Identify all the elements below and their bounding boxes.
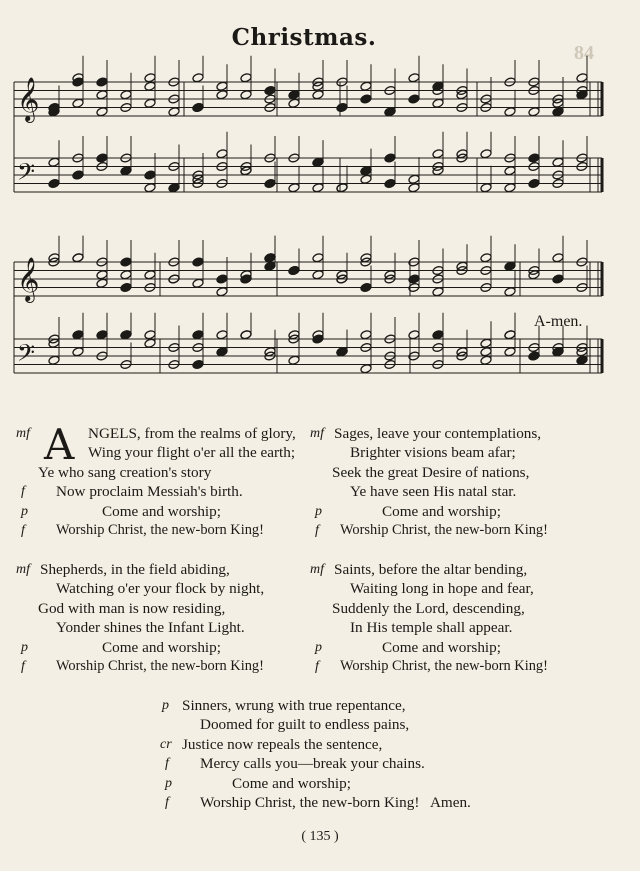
note-head (72, 98, 84, 108)
note-head (360, 282, 372, 292)
verse-text: Shepherds, in the field abiding, (40, 561, 230, 578)
verse-text: Come and worship; (102, 502, 221, 520)
note-head (96, 330, 108, 340)
note-head (528, 107, 540, 117)
note-head (216, 90, 228, 100)
bass-clef-icon: 𝄢 (17, 158, 36, 191)
note-head (192, 257, 204, 267)
dynamic-mark: p (315, 639, 322, 655)
note-head (432, 330, 444, 340)
note-head (312, 270, 324, 280)
note-head (336, 102, 348, 112)
verse-line (16, 618, 316, 637)
note-head (144, 183, 156, 193)
note-head (48, 355, 60, 365)
dynamic-mark: mf (310, 426, 324, 441)
verse-text: Mercy calls you—break your chains. (200, 755, 425, 773)
verse-text: Come and worship; (382, 638, 501, 656)
verse-line (162, 754, 562, 773)
verse-2 (310, 424, 630, 540)
verse-text: In His temple shall appear. (350, 619, 513, 637)
dynamic-mark: p (21, 639, 28, 655)
note-head (576, 73, 588, 83)
music-score (0, 0, 640, 420)
note-head (168, 107, 180, 117)
note-head (120, 257, 132, 267)
note-head (240, 90, 252, 100)
note-head (360, 364, 372, 374)
note-head (552, 157, 564, 167)
note-head (96, 107, 108, 117)
note-head (192, 330, 204, 340)
verse-line (310, 657, 630, 676)
verse-text: Waiting long in hope and fear, (350, 580, 534, 598)
bass-clef-icon: 𝄢 (17, 339, 36, 372)
note-head (528, 153, 540, 163)
verse-4 (310, 560, 630, 676)
verse-line (16, 579, 316, 598)
verse-text: Worship Christ, the new-born King! (56, 521, 264, 538)
note-head (480, 183, 492, 193)
note-head (576, 355, 588, 365)
verse-text: Sinners, wrung with true repentance, (182, 697, 406, 714)
verse-line (16, 657, 316, 676)
amen-label: A-men. (534, 313, 583, 330)
verse-line (162, 735, 562, 754)
note-head (384, 153, 396, 163)
note-head (408, 183, 420, 193)
note-head (504, 347, 516, 357)
note-head (144, 81, 156, 91)
dynamic-mark: f (21, 484, 25, 500)
note-head (264, 178, 276, 188)
note-head (360, 81, 372, 91)
verse-line (16, 599, 316, 618)
dynamic-mark: p (315, 503, 322, 519)
note-head (144, 330, 156, 340)
dynamic-mark: mf (16, 426, 30, 441)
note-head (504, 287, 516, 297)
dynamic-mark: f (165, 756, 169, 772)
note-head (144, 270, 156, 280)
note-head (96, 270, 108, 280)
verse-text: Yonder shines the Infant Light. (56, 619, 245, 637)
note-head (480, 338, 492, 348)
verse-line (162, 793, 562, 812)
dynamic-mark: f (315, 658, 319, 674)
note-head (192, 278, 204, 288)
verse-text: Suddenly the Lord, descending, (332, 599, 525, 617)
note-head (384, 178, 396, 188)
note-head (552, 253, 564, 263)
verse-text: NGELS, from the realms of glory, (88, 425, 296, 442)
note-head (504, 166, 516, 176)
note-head (48, 178, 60, 188)
verse-text: Brighter visions beam afar; (350, 444, 516, 462)
note-head (240, 73, 252, 83)
verse-line (310, 521, 630, 540)
note-head (432, 98, 444, 108)
page-number: ( 135 ) (301, 829, 339, 844)
note-head (480, 149, 492, 159)
note-head (264, 261, 276, 271)
dynamic-mark: p (165, 775, 172, 791)
note-head (408, 73, 420, 83)
note-head (480, 347, 492, 357)
verse-5 (162, 696, 562, 812)
note-head (216, 149, 228, 159)
verse-text: Ye who sang creation's story (38, 463, 212, 481)
verse-line (310, 579, 630, 598)
note-head (120, 90, 132, 100)
note-head (288, 98, 300, 108)
note-head (72, 253, 84, 263)
note-head (120, 166, 132, 176)
verse-text: Worship Christ, the new-born King! Amen. (200, 793, 471, 811)
note-head (288, 90, 300, 100)
note-head (96, 153, 108, 163)
note-head (528, 178, 540, 188)
page-title: Christmas. (231, 24, 377, 51)
note-head (288, 355, 300, 365)
dynamic-mark: mf (16, 562, 30, 577)
note-head (96, 90, 108, 100)
verse-line (16, 463, 316, 482)
note-head (504, 330, 516, 340)
verse-line (310, 443, 630, 462)
verse-text: Worship Christ, the new-born King! (340, 521, 548, 538)
note-head (96, 278, 108, 288)
verse-line (16, 521, 316, 540)
verse-text: Now proclaim Messiah's birth. (56, 483, 243, 501)
note-head (552, 107, 564, 117)
verse-line (16, 424, 316, 443)
verse-text: Seek the great Desire of nations, (332, 463, 530, 481)
note-head (96, 77, 108, 87)
verse-line (310, 482, 630, 501)
dynamic-mark: f (315, 522, 319, 538)
note-head (264, 253, 276, 263)
verse-text: Worship Christ, the new-born King! (340, 657, 548, 674)
verse-line (16, 443, 316, 462)
note-head (384, 107, 396, 117)
dynamic-mark: cr (160, 736, 172, 752)
note-head (408, 94, 420, 104)
note-head (360, 174, 372, 184)
verse-3 (16, 560, 316, 676)
note-head (144, 170, 156, 180)
note-head (432, 287, 444, 297)
note-head (528, 351, 540, 361)
note-head (216, 330, 228, 340)
treble-clef-icon: 𝄞 (17, 257, 40, 301)
note-head (216, 274, 228, 284)
note-head (312, 253, 324, 263)
note-head (216, 347, 228, 357)
note-head (504, 183, 516, 193)
dynamic-mark: f (165, 794, 169, 810)
verse-line (16, 560, 316, 579)
note-head (552, 274, 564, 284)
note-head (192, 359, 204, 369)
verse-text: God with man is now residing, (38, 599, 226, 617)
verse-text: Justice now repeals the sentence, (182, 735, 383, 753)
verse-line (310, 463, 630, 482)
note-head (264, 85, 276, 95)
note-head (168, 183, 180, 193)
note-head (240, 330, 252, 340)
note-head (48, 157, 60, 167)
note-head (120, 282, 132, 292)
note-head (216, 81, 228, 91)
note-head (192, 102, 204, 112)
drop-cap: A (44, 420, 75, 469)
note-head (312, 183, 324, 193)
verse-line (310, 502, 630, 521)
note-head (408, 174, 420, 184)
verse-line (16, 482, 316, 501)
verse-text: Doomed for guilt to endless pains, (200, 716, 410, 734)
verse-line (310, 618, 630, 637)
note-head (360, 94, 372, 104)
dynamic-mark: p (21, 503, 28, 519)
verse-line (310, 638, 630, 657)
note-head (72, 330, 84, 340)
note-head (72, 347, 84, 357)
dynamic-mark: f (21, 522, 25, 538)
verse-line (310, 599, 630, 618)
dynamic-mark: p (162, 698, 169, 713)
note-head (120, 270, 132, 280)
note-head (312, 90, 324, 100)
verse-text: Wing your flight o'er all the earth; (88, 444, 296, 462)
note-head (408, 330, 420, 340)
verse-text: Sages, leave your contemplations, (334, 425, 542, 442)
note-head (216, 287, 228, 297)
dynamic-mark: f (21, 658, 25, 674)
verse-text: Worship Christ, the new-born King! (56, 657, 264, 674)
hymn-number: 84 (574, 42, 594, 64)
note-head (144, 98, 156, 108)
verse-line (310, 560, 630, 579)
note-head (432, 149, 444, 159)
verse-line (162, 696, 562, 715)
treble-clef-icon: 𝄞 (17, 77, 40, 121)
note-head (144, 73, 156, 83)
note-head (504, 107, 516, 117)
note-head (480, 253, 492, 263)
note-head (192, 73, 204, 83)
verse-line (162, 774, 562, 793)
dynamic-mark: mf (310, 562, 324, 577)
verse-line (310, 424, 630, 443)
note-head (336, 183, 348, 193)
verse-line (162, 715, 562, 734)
note-head (480, 355, 492, 365)
verse-text: Come and worship; (382, 502, 501, 520)
note-head (288, 183, 300, 193)
note-head (144, 338, 156, 348)
verse-text: Come and worship; (232, 774, 351, 792)
verse-text: Saints, before the altar bending, (334, 561, 528, 578)
verse-text: Come and worship; (102, 638, 221, 656)
verse-text: Ye have seen His natal star. (350, 483, 517, 501)
note-head (504, 261, 516, 271)
verse-line (16, 502, 316, 521)
verse-text: Watching o'er your flock by night, (56, 580, 265, 598)
note-head (360, 330, 372, 340)
verse-line (16, 638, 316, 657)
verse-1 (16, 420, 316, 540)
